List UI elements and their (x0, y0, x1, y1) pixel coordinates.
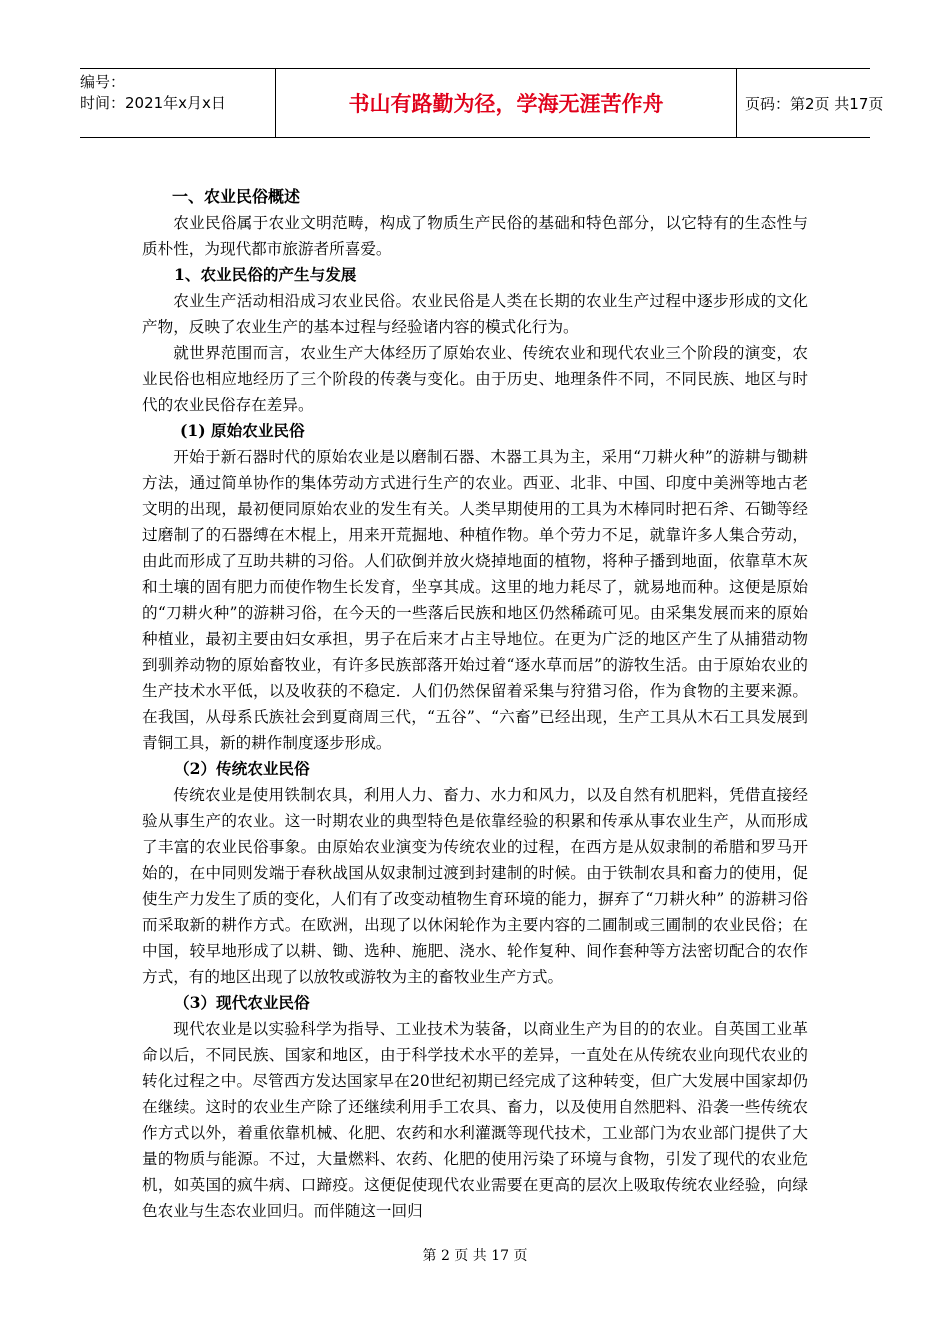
section-title: 一、农业民俗概述 (172, 187, 301, 206)
header-page-label: 页码：第2页 共17页 (745, 94, 884, 113)
paragraph: 就世界范围而言，农业生产大体经历了原始农业、传统农业和现代农业三个阶段的演变，农业民俗也相应地经历了三个阶段的传袭与变化。由于历史、地理条件不同，不同民族、地区与时代的农业民俗存在差异。 (142, 344, 808, 414)
page-footer: 第 2 页 共 17 页 (422, 1248, 528, 1264)
intro-paragraph: 农业民俗属于农业文明范畴，构成了物质生产民俗的基础和特色部分，以它特有的生态性与质朴性，为现代都市旅游者所喜爱。 (142, 214, 808, 258)
subsection-title-modern: （3）现代农业民俗 (174, 993, 310, 1012)
paragraph: 开始于新石器时代的原始农业是以磨制石器、木器工具为主，采用“刀耕火种”的游耕与锄耕方法，通过简单协作的集体劳动方式进行生产的农业。西亚、北非、中国、印度中美洲等地古老文明的出现，最初便同原始农业的发生有关。人类早期使用的工具为木棒同时把石斧、石锄等经过磨制了的石器缚在木棍上，用来开荒掘地、种植作物。单个劳力不足，就靠许多人集合劳动，由此而形成了互助共耕的习俗。人们砍倒并放火烧掉地面的植物，将种子播到地面，依靠草木灰和土壤的固有肥力而使作物生长发育，坐享其成。这里的地力耗尽了，就易地而种。这便是原始的“刀耕火种”的游耕习俗，在今天的一些落后民族和地区仍然稀疏可见。由采集发展而来的原始种植业，最初主要由妇女承担，男子在后来才占主导地位。在更为广泛的地区产生了从捕猎动物到驯养动物的原始畜牧业，有许多民族部落开始过着“逐水草而居”的游牧生活。由于原始农业的生产技术水平低，以及收获的不稳定．人们仍然保留着采集与狩猎习俗，作为食物的主要来源。在我国，从母系氏族社会到夏商周三代，“五谷”、“六畜”已经出现，生产工具从木石工具发展到青铜工具，新的耕作制度逐步形成。 (142, 448, 808, 752)
subsection-title-1: 1、农业民俗的产生与发展 (174, 265, 357, 284)
subsection-title-primitive: (1) 原始农业民俗 (180, 421, 305, 440)
subsection-title-traditional: （2）传统农业民俗 (174, 759, 310, 778)
paragraph: 传统农业是使用铁制农具，利用人力、畜力、水力和风力，以及自然有机肥料，凭借直接经验从事生产的农业。这一时期农业的典型特色是依靠经验的积累和传承从事农业生产，从而形成了丰富的农业民俗事象。由原始农业演变为传统农业的过程，在西方是从奴隶制的希腊和罗马开始的，在中同则发端于春秋战国从奴隶制过渡到封建制的时候。由于铁制农具和畜力的使用，促使生产力发生了质的变化，人们有了改变动植物生育环境的能力，摒弃了“刀耕火种” 的游耕习俗而采取新的耕作方式。在欧洲，出现了以休闲轮作为主要内容的二圃制或三圃制的农业民俗；在中国，较早地形成了以耕、锄、选种、施肥、浇水、轮作复种、间作套种等方法密切配合的农作方式，有的地区出现了以放牧或游牧为主的畜牧业生产方式。 (142, 786, 808, 986)
time-label: 时间：2021年x月x日 (80, 94, 226, 112)
page-header (80, 68, 884, 138)
header-motto: 书山有路勤为径，学海无涯苦作舟 (276, 69, 737, 137)
paragraph: 现代农业是以实验科学为指导、工业技术为装备，以商业生产为目的的农业。自英国工业革命以后，不同民族、国家和地区，由于科学技术水平的差异，一直处在从传统农业向现代农业的转化过程之中。尽管西方发达国家早在20世纪初期已经完成了这种转变，但广大发展中国家却仍在继续。这时的农业生产除了还继续利用手工农具、畜力，以及使用自然肥料、沿袭一些传统农作方式以外，着重依靠机械、化肥、农药和水利灌溉等现代技术，工业部门为农业部门提供了大量的物质与能源。不过，大量燃料、农药、化肥的使用污染了环境与食物，引发了现代的农业危机，如英国的疯牛病、口蹄疫。这便促使现代农业需要在更高的层次上吸取传统农业经验，向绿色农业与生态农业回归。而伴随这一回归 (142, 1020, 808, 1220)
document-body (142, 184, 808, 1224)
paragraph: 农业生产活动相沿成习农业民俗。农业民俗是人类在长期的农业生产过程中逐步形成的文化产物，反映了农业生产的基本过程与经验诸内容的模式化行为。 (142, 292, 808, 336)
number-label: 编号： (80, 73, 126, 91)
header-meta (80, 69, 276, 137)
